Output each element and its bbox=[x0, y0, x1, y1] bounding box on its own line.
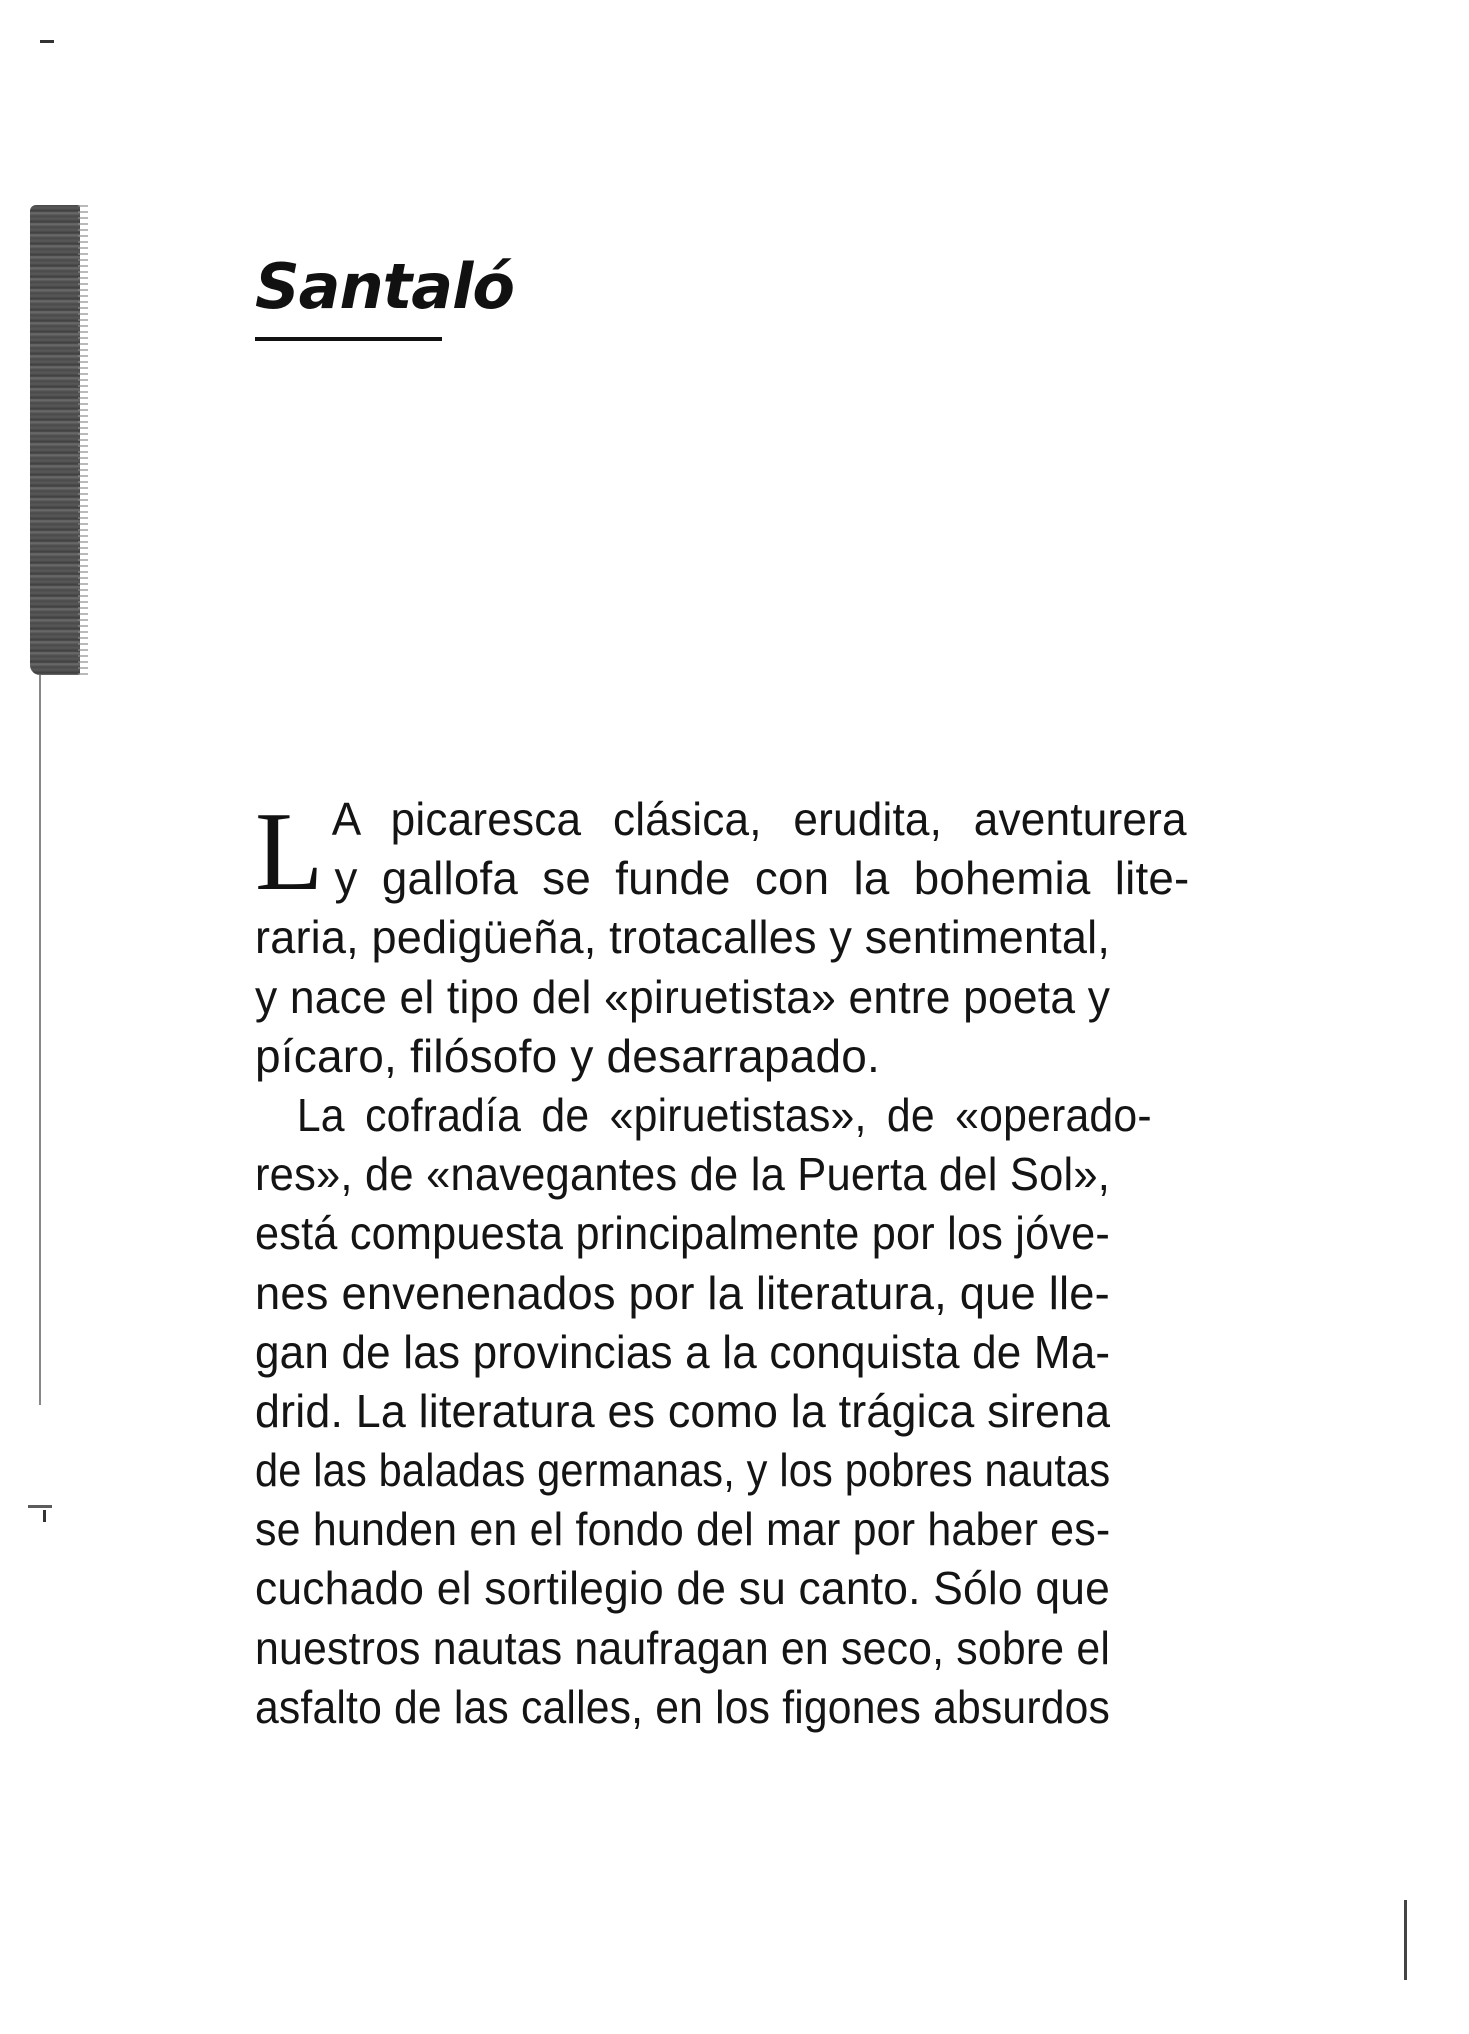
text-line: raria, pedigüeña, trotacalles y sentimental, bbox=[255, 911, 1111, 964]
text-line: se hunden en el fondo del mar por haber es- bbox=[255, 1503, 1111, 1556]
scan-mark bbox=[43, 1510, 46, 1522]
scan-mark bbox=[40, 40, 54, 43]
text-line: y nace el tipo del «piruetista» entre poeta y bbox=[255, 970, 1111, 1023]
scan-margin-line bbox=[39, 675, 41, 1405]
scan-mark bbox=[28, 1505, 52, 1508]
chapter-title: Santaló bbox=[255, 250, 514, 323]
text-line: de las baladas germanas, y los pobres nautas bbox=[255, 1444, 1111, 1497]
text-line: cuchado el sortilegio de su canto. Sólo que bbox=[255, 1562, 1111, 1615]
body-text bbox=[255, 790, 1190, 1737]
text-line: nuestros nautas naufragan en seco, sobre el bbox=[255, 1621, 1111, 1674]
text-line: res», de «navegantes de la Puerta del Sol», bbox=[255, 1148, 1110, 1201]
text-line: asfalto de las calles, en los figones absurdos bbox=[255, 1680, 1111, 1733]
drop-cap: L bbox=[255, 790, 324, 914]
text-line: nes envenenados por la literatura, que lle- bbox=[255, 1266, 1110, 1319]
text-line: A picaresca clásica, erudita, aventurera bbox=[331, 793, 1187, 845]
text-line: pícaro, filósofo y desarrapado. bbox=[255, 1029, 880, 1082]
text-line: y gallofa se funde con la bohemia lite- bbox=[334, 852, 1190, 905]
text-line: está compuesta principalmente por los jóve- bbox=[255, 1207, 1111, 1260]
text-line: drid. La literatura es como la trágica sirena bbox=[255, 1384, 1111, 1437]
text-line: La cofradía de «piruetistas», de «operado- bbox=[296, 1088, 1152, 1141]
scan-binding-shadow bbox=[30, 205, 80, 675]
text-line: gan de las provincias a la conquista de Ma- bbox=[255, 1325, 1111, 1378]
paragraph-1 bbox=[255, 790, 1190, 1086]
paragraph-2 bbox=[255, 1086, 1152, 1737]
scan-mark bbox=[1404, 1900, 1407, 1980]
title-underline bbox=[255, 337, 442, 341]
